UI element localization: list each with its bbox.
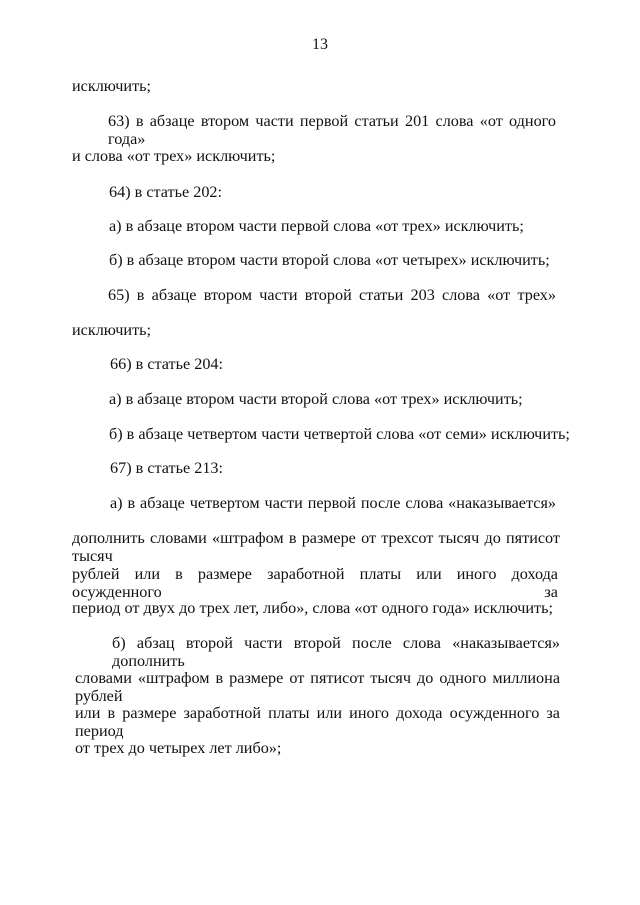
text-line: 66) в статье 204: bbox=[110, 355, 224, 373]
text-line: а) в абзаце втором части первой слова «от трех» исключить; bbox=[109, 217, 524, 235]
text-line: 65) в абзаце втором части второй статьи 203 слова «от трех» bbox=[108, 286, 556, 304]
text-line: от трех до четырех лет либо»; bbox=[75, 739, 282, 757]
text-line: 67) в статье 213: bbox=[110, 459, 224, 477]
text-line: или в размере заработной платы или иного дохода осужденного за период bbox=[75, 704, 560, 740]
text-line: б) в абзаце четвертом части четвертой слова «от семи» исключить; bbox=[109, 425, 570, 443]
text-line: 63) в абзаце втором части первой статьи 201 слова «от одного года» bbox=[108, 112, 556, 148]
text-line: 64) в статье 202: bbox=[109, 183, 223, 201]
text-line: а) в абзаце втором части второй слова «от трех» исключить; bbox=[109, 390, 523, 408]
text-line: б) в абзаце втором части второй слова «от четырех» исключить; bbox=[109, 251, 550, 269]
text-line: а) в абзаце четвертом части первой после слова «наказывается» bbox=[110, 494, 556, 512]
text-line: дополнить словами «штрафом в размере от трехсот тысяч до пятисот тысяч bbox=[72, 529, 560, 565]
text-line: словами «штрафом в размере от пятисот тысяч до одного миллиона рублей bbox=[75, 669, 560, 705]
text-line: б) абзац второй части второй после слова «наказывается» дополнить bbox=[112, 634, 560, 670]
text-line: и слова «от трех» исключить; bbox=[72, 147, 276, 165]
page-number: 13 bbox=[312, 36, 328, 53]
text-line: исключить; bbox=[72, 321, 152, 339]
text-line: исключить; bbox=[72, 77, 152, 95]
text-line: рублей или в размере заработной платы или иного дохода осужденного за bbox=[72, 565, 558, 601]
text-line: период от двух до трех лет, либо», слова «от одного года» исключить; bbox=[72, 599, 553, 617]
